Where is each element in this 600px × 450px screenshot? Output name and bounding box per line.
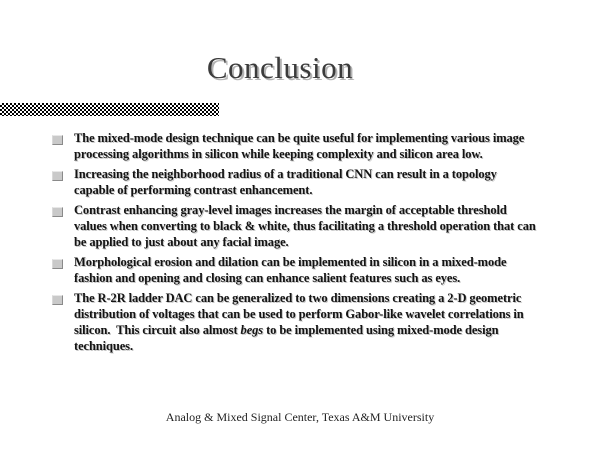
bullet-item (52, 290, 538, 354)
bullet-text-segment: to be implemented using mixed-mode design techniques. (74, 323, 499, 353)
bullet-text-italic-segment: begs (240, 323, 264, 337)
bullet-text (74, 254, 538, 286)
bullet-text (74, 202, 538, 250)
slide-footer: Analog & Mixed Signal Center, Texas A&M University (165, 410, 435, 424)
square-bullet-icon (52, 171, 63, 181)
slide-title: Conclusion (206, 50, 354, 85)
bullet-text-segment: The mixed-mode design technique can be quite useful for implementing various image processing algorithms in silicon while keeping complexity and silicon area low. (74, 131, 525, 161)
square-bullet-icon (52, 207, 63, 217)
square-bullet-icon (52, 295, 63, 305)
bullet-text-segment: Contrast enhancing gray-level images increases the margin of acceptable threshold values when converting to black & white, thus facilitating a threshold operation that can be applied to just about any facial image. (74, 203, 536, 249)
bullet-text (74, 166, 538, 198)
bullet-list (52, 130, 538, 358)
bullet-item (52, 254, 538, 286)
square-bullet-icon (52, 259, 63, 269)
bullet-text-segment: Morphological erosion and dilation can be implemented in silicon in a mixed-mode fashion and opening and closing can enhance salient features such as eyes. (74, 255, 507, 285)
bullet-text (74, 130, 538, 162)
bullet-item (52, 202, 538, 250)
square-bullet-icon (52, 135, 63, 145)
bullet-text-segment: Increasing the neighborhood radius of a traditional CNN can result in a topology capable of performing contrast enhancement. (74, 167, 497, 197)
checkerboard-divider (0, 103, 219, 116)
bullet-item (52, 130, 538, 162)
bullet-text (74, 290, 538, 354)
bullet-item (52, 166, 538, 198)
bullet-text-segment: The R-2R ladder DAC can be generalized to two dimensions creating a 2-D geometric distribution of voltages that can be used to perform Gabor-like wavelet correlations in silicon. This circuit also almost (74, 291, 524, 337)
